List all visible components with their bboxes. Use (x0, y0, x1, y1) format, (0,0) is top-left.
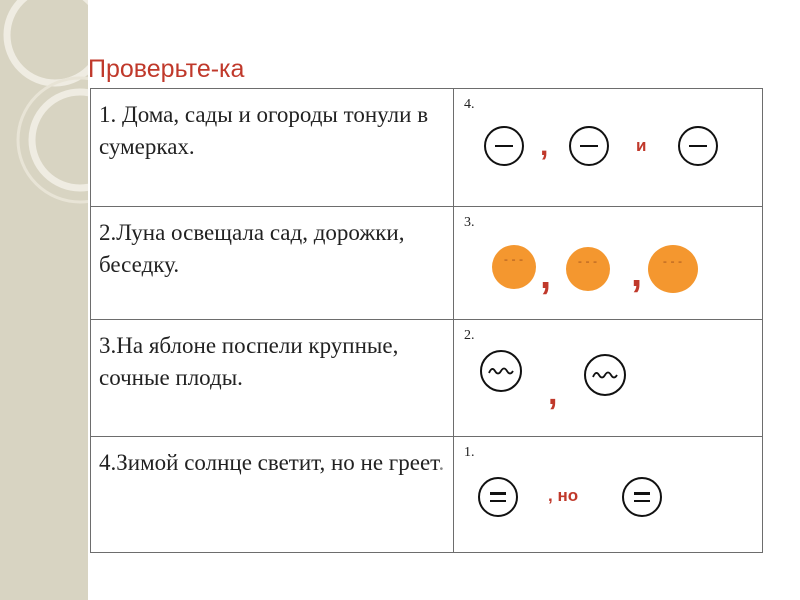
dash-circle-icon (484, 126, 524, 166)
dash-circle-icon (569, 126, 609, 166)
scheme-cell (454, 89, 763, 207)
decorative-rings (0, 0, 88, 600)
scheme-number: 3. (464, 215, 475, 230)
wavy-circle-icon (480, 350, 522, 392)
sentence-cell: 1. Дома, сады и огороды тонули в сумерках. (91, 89, 454, 207)
scheme-number: 1. (464, 445, 475, 460)
comma-separator: , (631, 251, 643, 295)
sentence-cell: 2.Луна освещала сад, дорожки, беседку. (91, 207, 454, 320)
dotted-orange-circle-icon (492, 245, 536, 289)
sentence-text: 4.Зимой солнце светит, но не греет (99, 450, 439, 475)
table-row (91, 207, 763, 320)
comma-separator: , (548, 374, 558, 412)
wavy-circle-icon (584, 354, 626, 396)
circle-dots: --- (576, 257, 600, 269)
scheme-number: 4. (464, 97, 475, 112)
decorative-sidebar (0, 0, 88, 600)
exercise-table (90, 88, 763, 553)
dotted-orange-circle-icon (566, 247, 610, 291)
sentence-cell (91, 437, 454, 553)
comma-separator: , (540, 253, 552, 297)
dotted-orange-circle-icon (648, 245, 698, 293)
page-title: Проверьте-ка (88, 55, 245, 83)
scheme-number: 2. (464, 328, 475, 343)
scheme-cell (454, 437, 763, 553)
dash-circle-icon (678, 126, 718, 166)
double-line-circle-icon (478, 477, 518, 517)
sentence-cell: 3.На яблоне поспели крупные, сочные плоды. (91, 320, 454, 437)
conjunction-label: , но (548, 486, 579, 505)
table-row (91, 320, 763, 437)
table-row (91, 437, 763, 553)
double-line-circle-icon (622, 477, 662, 517)
sentence-period: . (438, 450, 445, 475)
scheme-cell (454, 320, 763, 437)
table-row (91, 89, 763, 207)
circle-dots: --- (502, 255, 526, 267)
comma-separator: , (540, 129, 549, 162)
scheme-cell (454, 207, 763, 320)
conjunction-label: и (636, 136, 647, 155)
circle-dots: --- (661, 257, 685, 269)
